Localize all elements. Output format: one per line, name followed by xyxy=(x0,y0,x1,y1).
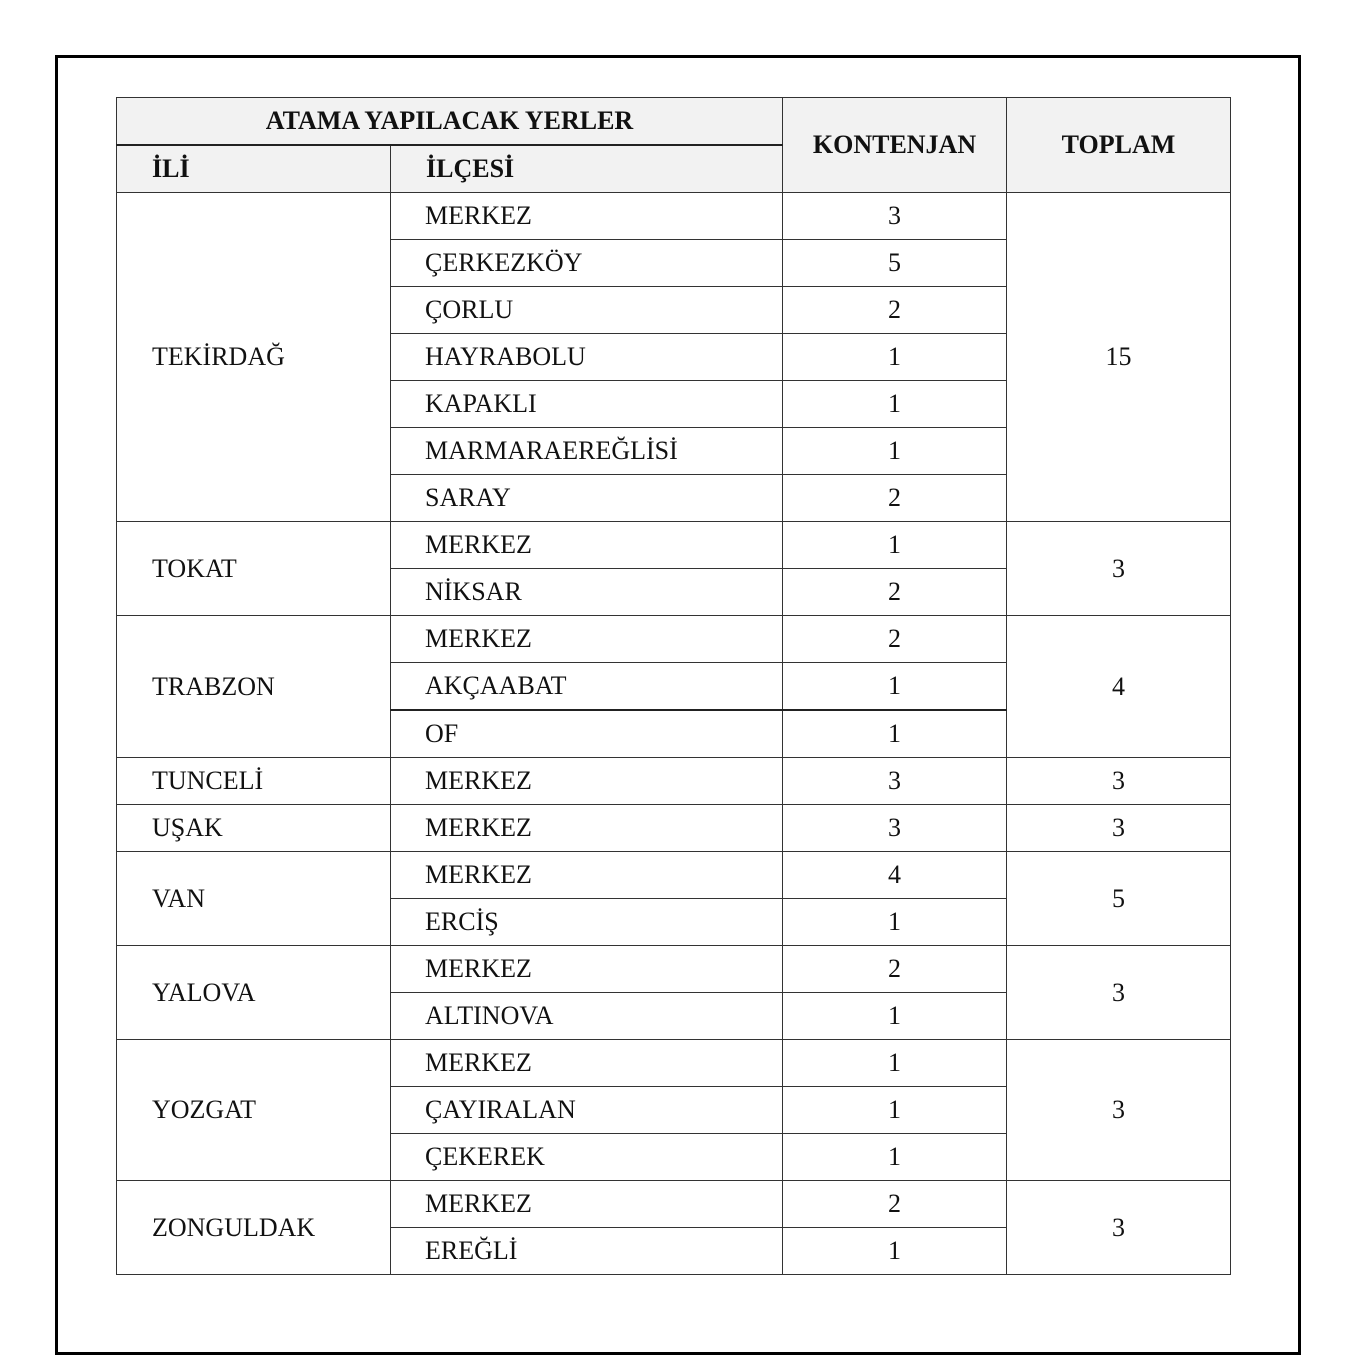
district-name-cell: MERKEZ xyxy=(391,522,783,569)
district-name-cell: HAYRABOLU xyxy=(391,334,783,381)
district-name-cell: MERKEZ xyxy=(391,946,783,993)
kontenjan-cell: 1 xyxy=(783,1087,1007,1134)
kontenjan-cell: 1 xyxy=(783,1134,1007,1181)
table-row xyxy=(117,616,1231,663)
toplam-cell: 3 xyxy=(1007,758,1231,805)
kontenjan-cell: 1 xyxy=(783,899,1007,946)
district-name-cell: AKÇAABAT xyxy=(391,663,783,711)
table-row xyxy=(117,852,1231,899)
district-name-cell: MERKEZ xyxy=(391,805,783,852)
kontenjan-cell: 1 xyxy=(783,1228,1007,1275)
district-name-cell: KAPAKLI xyxy=(391,381,783,428)
province-name-cell: UŞAK xyxy=(117,805,391,852)
province-name-cell: TUNCELİ xyxy=(117,758,391,805)
kontenjan-cell: 2 xyxy=(783,946,1007,993)
kontenjan-cell: 5 xyxy=(783,240,1007,287)
kontenjan-cell: 2 xyxy=(783,616,1007,663)
province-name-cell: ZONGULDAK xyxy=(117,1181,391,1275)
header-ilce: İLÇESİ xyxy=(391,145,783,193)
table-row xyxy=(117,1040,1231,1087)
district-name-cell: ÇEKEREK xyxy=(391,1134,783,1181)
province-name-cell: YALOVA xyxy=(117,946,391,1040)
kontenjan-cell: 1 xyxy=(783,334,1007,381)
toplam-cell: 3 xyxy=(1007,1040,1231,1181)
district-name-cell: MERKEZ xyxy=(391,852,783,899)
kontenjan-cell: 1 xyxy=(783,663,1007,711)
district-name-cell: MERKEZ xyxy=(391,193,783,240)
province-name-cell: YOZGAT xyxy=(117,1040,391,1181)
kontenjan-cell: 2 xyxy=(783,1181,1007,1228)
district-name-cell: MERKEZ xyxy=(391,758,783,805)
header-group-title: ATAMA YAPILACAK YERLER xyxy=(117,98,783,146)
district-name-cell: MERKEZ xyxy=(391,1181,783,1228)
kontenjan-cell: 1 xyxy=(783,993,1007,1040)
toplam-cell: 4 xyxy=(1007,616,1231,758)
toplam-cell: 3 xyxy=(1007,946,1231,1040)
district-name-cell: ÇORLU xyxy=(391,287,783,334)
province-name-cell: VAN xyxy=(117,852,391,946)
kontenjan-cell: 2 xyxy=(783,475,1007,522)
district-name-cell: EREĞLİ xyxy=(391,1228,783,1275)
kontenjan-cell: 3 xyxy=(783,805,1007,852)
table-row xyxy=(117,758,1231,805)
table-row xyxy=(117,946,1231,993)
kontenjan-cell: 2 xyxy=(783,569,1007,616)
district-name-cell: SARAY xyxy=(391,475,783,522)
toplam-cell: 15 xyxy=(1007,193,1231,522)
district-name-cell: ERCİŞ xyxy=(391,899,783,946)
table-body xyxy=(117,193,1231,1275)
district-name-cell: MERKEZ xyxy=(391,616,783,663)
header-toplam: TOPLAM xyxy=(1007,98,1231,193)
kontenjan-cell: 1 xyxy=(783,522,1007,569)
province-name-cell: TRABZON xyxy=(117,616,391,758)
province-name-cell: TOKAT xyxy=(117,522,391,616)
district-name-cell: NİKSAR xyxy=(391,569,783,616)
table-row xyxy=(117,522,1231,569)
district-name-cell: ÇERKEZKÖY xyxy=(391,240,783,287)
district-name-cell: ALTINOVA xyxy=(391,993,783,1040)
table-header xyxy=(117,98,1231,193)
toplam-cell: 3 xyxy=(1007,805,1231,852)
kontenjan-cell: 1 xyxy=(783,428,1007,475)
header-il: İLİ xyxy=(117,145,391,193)
toplam-cell: 3 xyxy=(1007,522,1231,616)
toplam-cell: 5 xyxy=(1007,852,1231,946)
kontenjan-cell: 1 xyxy=(783,710,1007,758)
district-name-cell: MERKEZ xyxy=(391,1040,783,1087)
table-row xyxy=(117,805,1231,852)
kontenjan-cell: 2 xyxy=(783,287,1007,334)
kontenjan-cell: 3 xyxy=(783,758,1007,805)
assignment-table xyxy=(116,97,1231,1275)
table-row xyxy=(117,193,1231,240)
header-kontenjan: KONTENJAN xyxy=(783,98,1007,193)
province-name-cell: TEKİRDAĞ xyxy=(117,193,391,522)
kontenjan-cell: 1 xyxy=(783,1040,1007,1087)
kontenjan-cell: 4 xyxy=(783,852,1007,899)
table-row xyxy=(117,1181,1231,1228)
kontenjan-cell: 3 xyxy=(783,193,1007,240)
toplam-cell: 3 xyxy=(1007,1181,1231,1275)
district-name-cell: MARMARAEREĞLİSİ xyxy=(391,428,783,475)
kontenjan-cell: 1 xyxy=(783,381,1007,428)
district-name-cell: OF xyxy=(391,710,783,758)
district-name-cell: ÇAYIRALAN xyxy=(391,1087,783,1134)
